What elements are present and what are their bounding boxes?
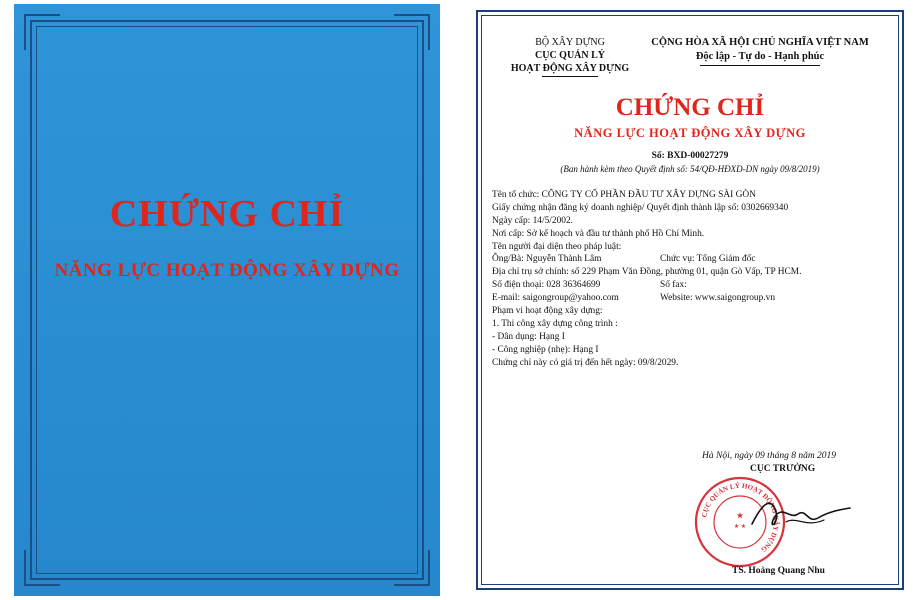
scope-subitem: - Dân dụng: Hạng I [492, 331, 565, 342]
agency-underline [542, 76, 598, 77]
agency-ministry: BỘ XÂY DỰNG [535, 37, 605, 48]
country-name: CỘNG HÒA XÃ HỘI CHỦ NGHĨA VIỆT NAM [651, 37, 869, 48]
cover-title: CHỨNG CHỈ [109, 193, 345, 235]
seal-text: CỤC QUẢN LÝ HOẠT ĐỘNG XÂY DỰNG [700, 481, 781, 554]
certificate-body [492, 189, 892, 369]
head-office-address: Địa chỉ trụ sở chính: số 229 Phạm Văn Đồng, phường 01, quận Gò Vấp, TP HCM. [492, 267, 802, 278]
issuing-decision: (Ban hành kèm theo Quyết định số: 54/QĐ-HĐXD-DN ngày 09/8/2019) [560, 164, 820, 174]
fax: Số fax: [660, 280, 687, 291]
certificate-title: CHỨNG CHỈ [615, 94, 765, 121]
certificate-page [470, 4, 910, 596]
cover-subtitle: NĂNG LỰC HOẠT ĐỘNG XÂY DỰNG [54, 260, 400, 281]
agency-division: HOẠT ĐỘNG XÂY DỰNG [510, 63, 630, 74]
cover-corner-ornament [394, 550, 430, 586]
motto-underline [700, 65, 820, 66]
legal-rep-position: Chức vụ: Tổng Giám đốc [660, 254, 756, 265]
signer-name: TS. Hoàng Quang Nhu [732, 566, 825, 576]
issuing-agency [500, 36, 640, 77]
email: E-mail: saigongroup@yahoo.com [492, 293, 619, 304]
cover-corner-ornament [24, 550, 60, 586]
legal-rep-name: Ông/Bà: Nguyễn Thành Lâm [492, 254, 602, 265]
cover-corner-ornament [394, 14, 430, 50]
business-registration: Giấy chứng nhận đăng ký doanh nghiệp/ Quyết định thành lập số: 0302669340 [492, 202, 789, 213]
svg-text:★ ★: ★ ★ [733, 524, 747, 530]
svg-text:★: ★ [736, 511, 744, 520]
cover-corner-ornament [24, 14, 60, 50]
agency-department: CỤC QUẢN LÝ [535, 50, 605, 61]
signer-title: CỤC TRƯỞNG [750, 464, 816, 474]
legal-rep-row [492, 253, 892, 266]
certificate-subtitle: NĂNG LỰC HOẠT ĐỘNG XÂY DỰNG [574, 126, 806, 140]
certificate-number: Số: BXD-00027279 [651, 151, 729, 161]
certificate-cover [14, 4, 440, 596]
validity: Chứng chỉ này có giá trị đến hết ngày: 09/8/2029. [492, 357, 679, 368]
phone: Số điện thoại: 028 36364699 [492, 280, 601, 291]
issue-date: Ngày cấp: 14/5/2002. [492, 215, 573, 226]
scope-label: Phạm vi hoạt động xây dựng: [492, 306, 603, 317]
org-name: Tên tổ chức: CÔNG TY CỔ PHẦN ĐẦU TƯ XÂY DỰNG SÀI GÒN [492, 190, 756, 200]
web-row [492, 292, 892, 305]
cover-inner-border [36, 26, 418, 574]
handwritten-signature [746, 490, 856, 540]
issue-place: Nơi cấp: Sở kế hoạch và đầu tư thành phố Hồ Chí Minh. [492, 228, 705, 239]
website: Website: www.saigongroup.vn [660, 293, 776, 304]
scope-item: 1. Thi công xây dựng công trình : [492, 318, 618, 329]
scope-subitem: - Công nghiệp (nhẹ): Hạng I [492, 344, 599, 355]
legal-rep-label: Tên người đại diện theo pháp luật: [492, 241, 622, 252]
motto: Độc lập - Tự do - Hạnh phúc [695, 51, 825, 62]
contact-row [492, 279, 892, 292]
national-motto [640, 36, 880, 66]
signing-date: Hà Nội, ngày 09 tháng 8 năm 2019 [702, 451, 837, 461]
